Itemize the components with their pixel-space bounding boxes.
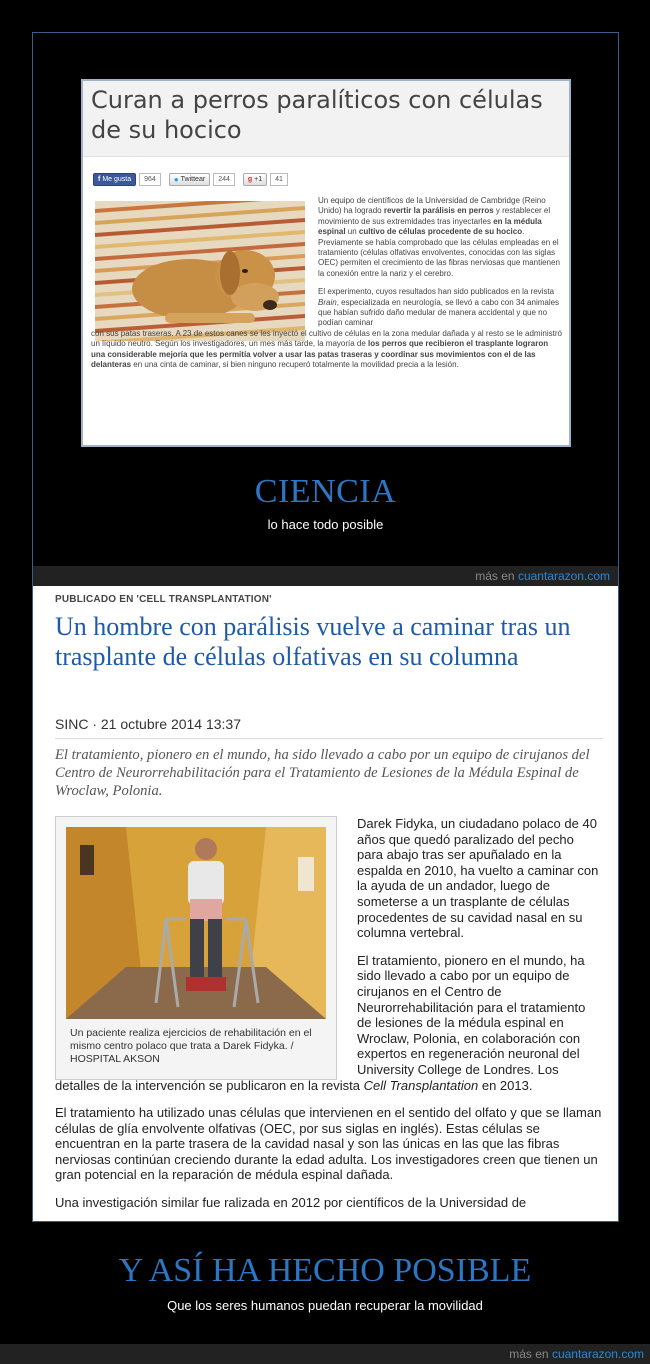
article-kicker: PUBLICADO EN 'CELL TRANSPLANTATION' — [55, 594, 272, 605]
twitter-bird-icon: ● — [173, 175, 179, 184]
watermark-site-link[interactable]: cuantarazon.com — [517, 569, 610, 583]
demotivational-title: CIENCIA — [254, 473, 397, 510]
text-run-bold: los perros que recibieron el trasplante lograron una considerable mejoría que les permitía volver a usar las patas traseras y coordinar sus movimientos con el de las delanteras — [91, 339, 549, 370]
watermark-prefix: más en — [509, 1347, 549, 1361]
text-run: , especializada en neurología, se llevó a cabo con 34 animales que habían sufrido daño medular de manera accidental y que no podían caminar — [318, 297, 560, 328]
watermark-site-link[interactable]: cuantarazon.com — [551, 1347, 644, 1361]
text-run: con sus patas traseras. A 23 de estos canes se les inyectó el cultivo de células en la zona medular dañada y al resto se le administró un líquido neutro. Según los investigadores, un mes más tarde, la mayoría de — [91, 328, 562, 349]
text-run: Un equipo de científicos de la Universidad de Cambridge (Reino Unido) ha logrado — [318, 196, 546, 216]
share-count: 244 — [213, 173, 235, 186]
demotivational-subtitle: lo hace todo posible — [267, 517, 384, 532]
text-run: y restablecer el movimiento de sus extremidades tras inyectarles — [318, 206, 551, 226]
article-byline: SINC · 21 octubre 2014 13:37 — [55, 716, 242, 732]
paragraph: Darek Fidyka, un ciudadano polaco de 40 años que quedó paralizado del pecho para abajo tras ser apuñalado en la espalda en 2010, ha vuelto a caminar con la ayuda de un andador, luego de someterse a un trasplante de células procedentes de su cavidad nasal en su columna vertebral. — [357, 816, 599, 941]
share-facebook[interactable] — [93, 173, 161, 186]
article-screenshot-dogs — [81, 79, 571, 447]
text-run-italic: Brain — [318, 297, 337, 307]
paragraph-continuation — [55, 1078, 603, 1094]
text-run: El experimento, cuyos resultados han sido publicados en la revista — [318, 287, 555, 297]
share-googleplus[interactable] — [243, 173, 288, 186]
plus-one-button[interactable] — [243, 173, 267, 186]
paragraph: El tratamiento ha utilizado unas células que intervienen en el sentido del olfato y que se llaman células de glía envolvente olfativas (OEC, por sus siglas en inglés). Estas células se encuentran en la parte trasera de la cavidad nasal y son las únicas en las que las fibras nerviosas continúan creciendo durante la edad adulta. Los investigadores creen que tienen un gran potencial en la reparación de médula espinal dañada. — [55, 1105, 602, 1183]
article-header — [83, 81, 569, 157]
article-experiment-paragraph — [318, 287, 563, 329]
paragraph: El tratamiento, pionero en el mundo, ha sido llevado a cabo por un equipo de cirujanos en el Centro de Neurorrehabilitación para el tratamiento de lesiones de la médula espinal en Wroclaw, Polonia, en colaboración con expertos en regeneración neuronal del University College de Londres. Los — [357, 952, 586, 1077]
share-count: 41 — [270, 173, 288, 186]
watermark-bar-bottom — [0, 1344, 650, 1364]
tweet-button[interactable] — [169, 173, 210, 186]
watermark-prefix: más en — [475, 569, 515, 583]
text-run: en 2013. — [478, 1077, 533, 1093]
share-twitter[interactable] — [169, 173, 235, 186]
text-run: en una cinta de caminar, si bien ninguno recuperó totalmente la movilidad precia a la lesión. — [131, 360, 459, 370]
divider — [55, 738, 603, 739]
facebook-like-button[interactable] — [93, 173, 136, 186]
google-plus-icon: g — [247, 176, 253, 183]
share-count: 964 — [139, 173, 161, 186]
demotivational-subtitle-bottom: Que los seres humanos puedan recuperar la movilidad — [167, 1298, 483, 1313]
share-bar — [93, 173, 288, 187]
text-run-bold: cultivo de células procedente de su hocico — [358, 227, 523, 237]
text-run-bold: revertir la parálisis en perros — [383, 206, 494, 216]
text-run: detalles de la intervención se publicaron en la revista — [55, 1077, 364, 1093]
text-run: un — [345, 227, 359, 237]
article-screenshot-human — [33, 586, 618, 1222]
article-intro-paragraph — [318, 196, 563, 279]
share-label: +1 — [254, 176, 263, 183]
article-body — [83, 196, 569, 371]
article-experiment-continuation — [91, 329, 563, 371]
text-run-bold: en la médula espinal — [318, 216, 542, 237]
meme-frame — [32, 32, 619, 1222]
text-run-italic: Cell Transplantation — [363, 1077, 479, 1093]
photo-caption: Un paciente realiza ejercicios de rehabilitación en el mismo centro polaco que trata a Darek Fidyka. / HOSPITAL AKSON — [70, 1027, 312, 1065]
article-text — [55, 816, 603, 1222]
article-headline: Un hombre con parálisis vuelve a caminar tras un trasplante de células olfativas en su columna — [55, 612, 571, 671]
watermark-bar — [33, 566, 618, 586]
text-run: . Previamente se había comprobado que las células empleadas en el tratamiento (células olfativas envolventes, conocidas con las siglas OEC) permiten el crecimiento de las fibras nerviosas que mantienen la conexión entre la nariz y el cerebro. — [318, 227, 560, 278]
demotivational-title-bottom: Y ASÍ HA HECHO POSIBLE — [118, 1252, 532, 1289]
article-title: Curan a perros paralíticos con células de su hocico — [91, 86, 543, 144]
share-label: Me gusta — [102, 176, 132, 183]
facebook-icon: f — [98, 176, 101, 183]
article-lead: El tratamiento, pionero en el mundo, ha sido llevado a cabo por un equipo de cirujanos del Centro de Neurorrehabilitación para el Tratamiento de Lesiones de la Médula Espinal de Wroclaw, Polonia. — [55, 747, 590, 799]
article-column — [357, 816, 603, 1078]
paragraph: Una investigación similar fue ralizada en 2012 por científicos de la Universidad de — [55, 1195, 527, 1211]
share-label: Twittear — [180, 176, 206, 183]
